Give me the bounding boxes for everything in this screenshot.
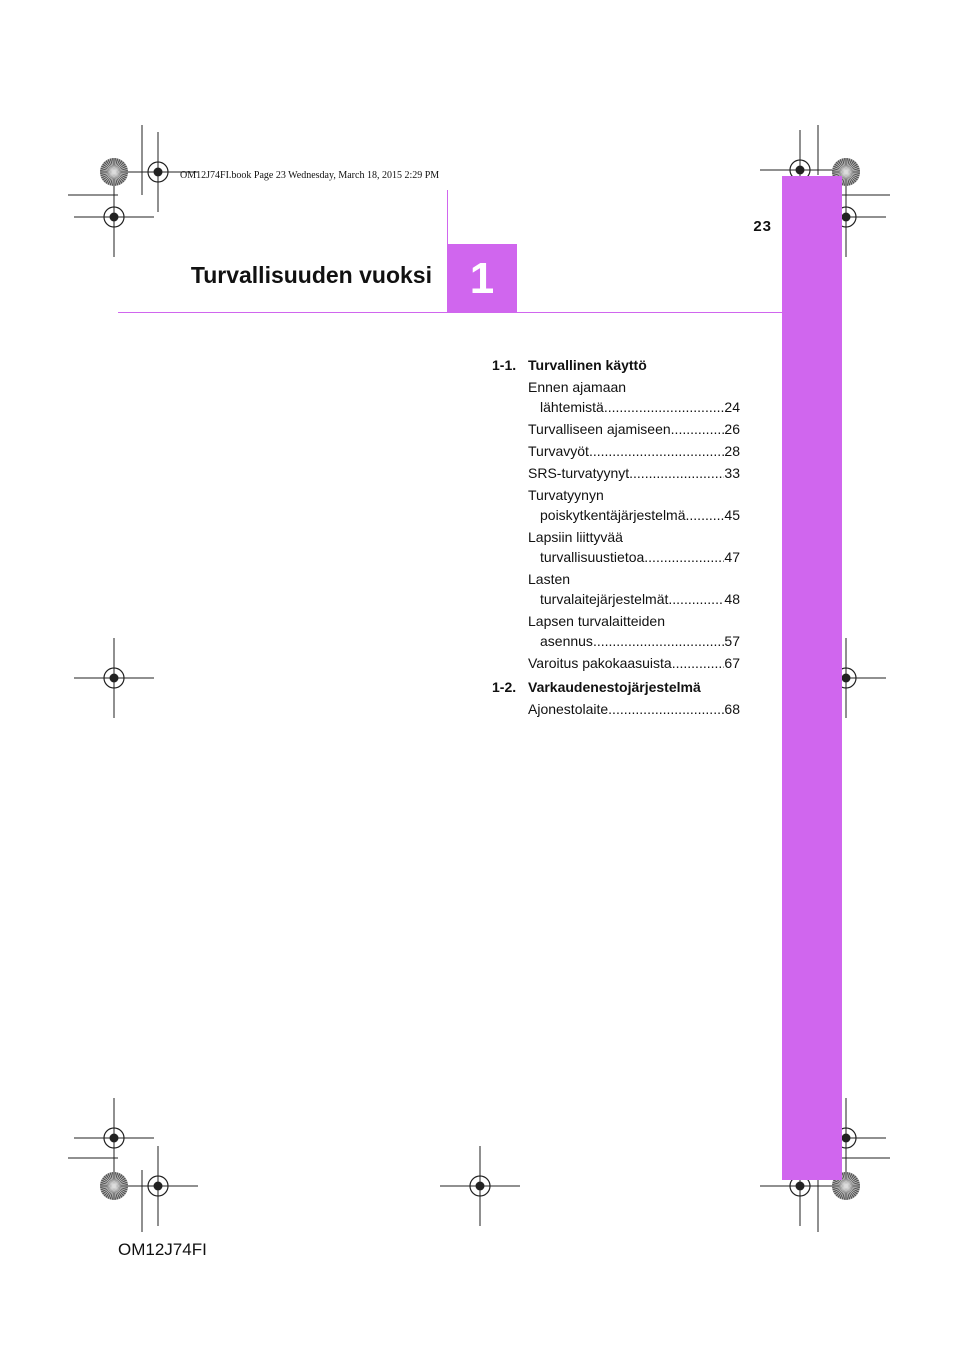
- toc-entry[interactable]: [528, 485, 740, 525]
- dot-leader: [672, 653, 725, 673]
- toc-entry[interactable]: [528, 441, 740, 461]
- toc-page-number: 26: [724, 421, 740, 437]
- dot-leader: [671, 419, 725, 439]
- crosshair-dot: [842, 213, 851, 222]
- toc-entry-text: lähtemistä: [540, 399, 604, 415]
- toc-entry[interactable]: [528, 653, 740, 673]
- table-of-contents: [492, 355, 740, 723]
- toc-entry-line: [528, 397, 740, 417]
- toc-page-number: 47: [724, 549, 740, 565]
- toc-entry-text: Lapsiin liittyvää: [528, 529, 623, 545]
- toc-entry-line: [528, 505, 740, 525]
- crosshair-dot: [110, 1134, 119, 1143]
- dot-leader: [668, 589, 724, 609]
- toc-entry-line: [528, 631, 740, 651]
- toc-entry[interactable]: [528, 569, 740, 609]
- toc-entry-text: turvalaitejärjestelmät: [540, 591, 669, 607]
- toc-entry[interactable]: [528, 463, 740, 483]
- toc-section: [492, 677, 740, 719]
- toc-entry[interactable]: [528, 419, 740, 439]
- tab-guide-line: [447, 190, 448, 244]
- toc-entry-text: Varoitus pakokaasuista: [528, 655, 672, 671]
- crosshair-dot: [476, 1182, 485, 1191]
- dot-leader: [644, 547, 724, 567]
- toc-entry-line: [528, 699, 740, 719]
- chapter-number-tab: 1: [447, 244, 517, 313]
- toc-entry-line: [528, 569, 740, 589]
- toc-page-number: 67: [724, 655, 740, 671]
- toc-entry-text: Ajonestolaite: [528, 701, 609, 717]
- toc-section-number: 1-1.: [492, 357, 517, 373]
- dot-leader: [629, 463, 724, 483]
- toc-entry-text: Turvatyynyn: [528, 487, 604, 503]
- toc-section-number: 1-2.: [492, 679, 517, 695]
- toc-section: [492, 355, 740, 673]
- toc-entry[interactable]: [528, 611, 740, 651]
- toc-section-heading: [492, 355, 740, 375]
- toc-entry-line: [528, 653, 740, 673]
- crosshair-dot: [110, 213, 119, 222]
- toc-entry[interactable]: [528, 699, 740, 719]
- toc-entry-line: [528, 441, 740, 461]
- crosshair-dot: [842, 1134, 851, 1143]
- toc-page-number: 57: [724, 633, 740, 649]
- toc-entry-text: Turvalliseen ajamiseen: [528, 421, 671, 437]
- toc-entry-line: [528, 589, 740, 609]
- manual-code: OM12J74FI: [118, 1240, 207, 1259]
- chapter-title: Turvallisuuden vuoksi: [190, 262, 432, 288]
- toc-section-heading: [492, 677, 740, 697]
- toc-entry-line: [528, 527, 740, 547]
- toc-page-number: 48: [724, 591, 740, 607]
- toc-entry-text: Lasten: [528, 571, 571, 587]
- toc-entry-line: [528, 463, 740, 483]
- book-file-header: OM12J74FI.book Page 23 Wednesday, March 18, 2015 2:29 PM: [180, 170, 440, 181]
- dot-leader: [589, 441, 724, 461]
- toc-entry[interactable]: [528, 527, 740, 567]
- toc-page-number: 28: [724, 443, 740, 459]
- toc-entry-line: [528, 611, 740, 631]
- crosshair-dot: [110, 674, 119, 683]
- toc-page-number: 45: [724, 507, 740, 523]
- crosshair-dot: [842, 674, 851, 683]
- toc-entry-line: [528, 419, 740, 439]
- chapter-side-bar: [782, 176, 842, 1180]
- toc-entry-text: SRS-turvatyynyt: [528, 465, 630, 481]
- toc-section-title: Turvallinen käyttö: [528, 357, 647, 373]
- toc-entry-text: Ennen ajamaan: [528, 379, 627, 395]
- header-rule: [118, 312, 782, 313]
- crosshair-dot: [796, 166, 805, 175]
- toc-entry-text: Turvavyöt: [528, 443, 589, 459]
- toc-entry-line: [528, 485, 740, 505]
- dot-leader: [604, 397, 725, 417]
- toc-page-number: 68: [724, 701, 740, 717]
- dot-leader: [593, 631, 724, 651]
- dot-leader: [608, 699, 724, 719]
- toc-section-title: Varkaudenestojärjestelmä: [528, 679, 701, 695]
- toc-entry[interactable]: [528, 377, 740, 417]
- dot-leader: [686, 505, 725, 525]
- crosshair-dot: [796, 1182, 805, 1191]
- crosshair-dot: [154, 168, 163, 177]
- toc-entry-text: asennus: [540, 633, 593, 649]
- toc-entry-line: [528, 377, 740, 397]
- toc-entry-text: poiskytkentäjärjestelmä: [540, 507, 686, 523]
- toc-page-number: 33: [724, 465, 740, 481]
- crosshair-dot: [154, 1182, 163, 1191]
- toc-entry-text: turvallisuustietoa: [540, 549, 645, 565]
- toc-entry-line: [528, 547, 740, 567]
- page-number: 23: [753, 218, 772, 235]
- toc-entry-text: Lapsen turvalaitteiden: [528, 613, 665, 629]
- toc-page-number: 24: [724, 399, 740, 415]
